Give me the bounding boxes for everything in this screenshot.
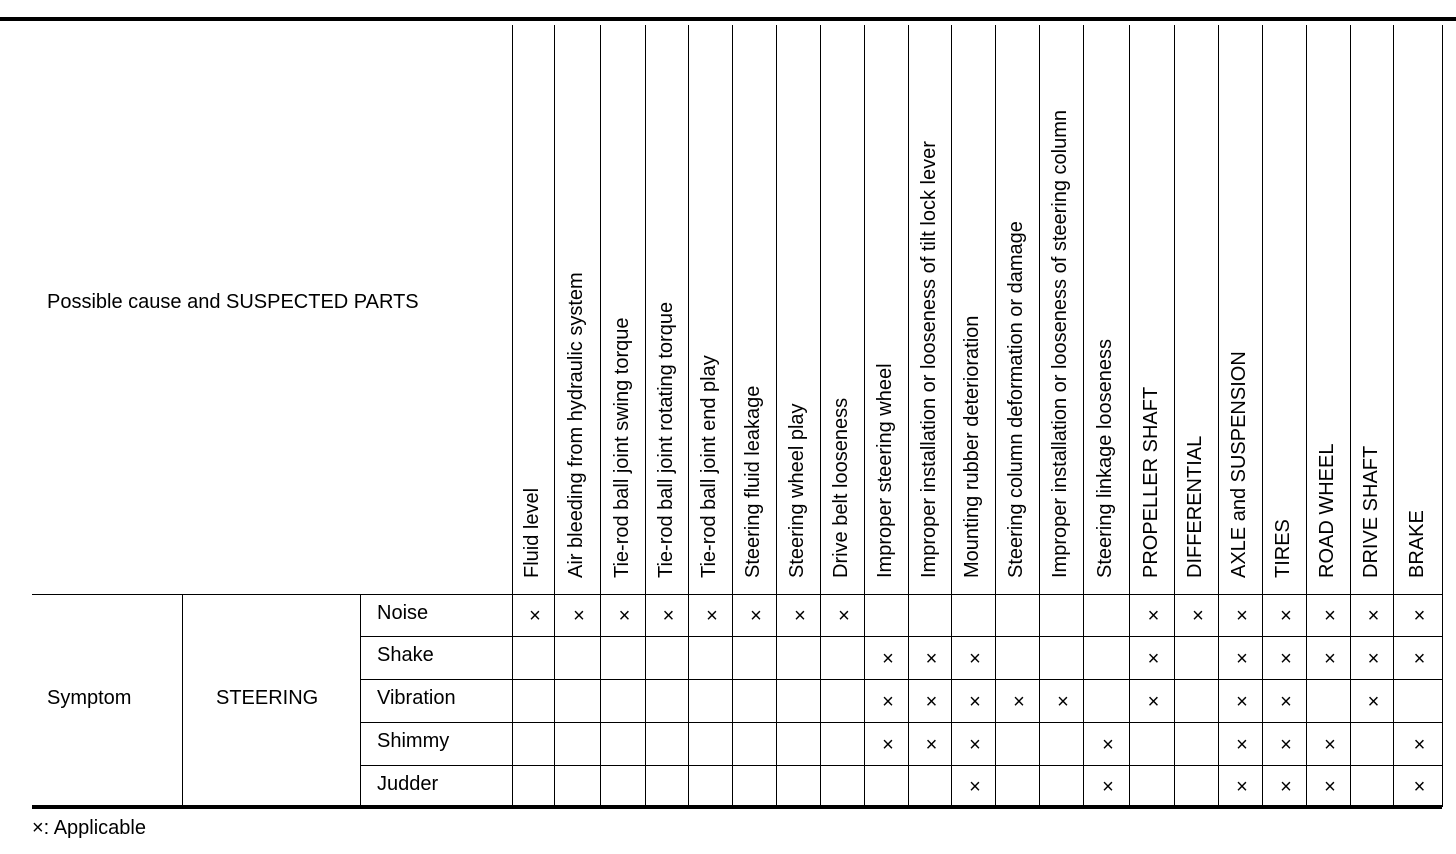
part-header: ROAD WHEEL (1316, 443, 1338, 578)
applicable-mark: × (882, 733, 894, 756)
column-divider (512, 25, 513, 807)
part-header: Air bleeding from hydraulic system (565, 272, 587, 578)
row-divider (360, 765, 1442, 766)
part-header: Steering linkage looseness (1094, 338, 1116, 578)
table-bottom-rule (32, 805, 1442, 809)
symptom-row-label: Vibration (377, 687, 456, 709)
system-label-steering: STEERING (216, 687, 319, 709)
column-divider (820, 25, 821, 807)
applicable-mark: × (1102, 733, 1114, 756)
applicable-mark: × (1147, 647, 1160, 670)
part-header: TIRES (1272, 519, 1294, 578)
applicable-mark: × (573, 605, 585, 627)
column-divider (995, 25, 996, 807)
header-body-divider (32, 594, 1442, 595)
applicable-mark: × (969, 776, 981, 798)
applicable-mark: × (925, 690, 938, 713)
part-header: Improper installation or looseness of steering column (1049, 109, 1071, 578)
applicable-mark: × (706, 605, 718, 627)
column-divider (600, 25, 601, 807)
applicable-mark: × (1236, 690, 1248, 713)
applicable-mark: × (1324, 733, 1336, 756)
column-divider (1306, 25, 1307, 807)
part-header: PROPELLER SHAFT (1139, 386, 1162, 578)
applicable-mark: × (529, 605, 541, 627)
column-divider (1083, 25, 1084, 807)
row-divider (360, 722, 1442, 723)
column-divider (1350, 25, 1351, 807)
applicable-mark: × (1147, 605, 1160, 627)
column-divider (1174, 25, 1175, 807)
symptom-system-divider (182, 594, 183, 807)
legend-applicable: ×: Applicable (32, 817, 146, 839)
part-header: Steering wheel play (786, 403, 808, 578)
column-divider (645, 25, 646, 807)
part-header: BRAKE (1405, 510, 1428, 578)
applicable-mark: × (882, 647, 894, 670)
symptom-row-label: Judder (377, 773, 439, 795)
part-header: Mounting rubber deterioration (961, 315, 983, 578)
applicable-mark: × (1280, 690, 1292, 713)
applicable-mark: × (1413, 605, 1426, 627)
part-header: Steering column deformation or damage (1005, 221, 1027, 578)
column-divider (864, 25, 865, 807)
column-divider (1218, 25, 1219, 807)
applicable-mark: × (1367, 605, 1380, 627)
column-divider (1262, 25, 1263, 807)
applicable-mark: × (925, 733, 938, 756)
table-top-rule (0, 17, 1456, 21)
applicable-mark: × (969, 647, 981, 670)
row-divider (360, 679, 1442, 680)
column-divider (908, 25, 909, 807)
symptom-row-label: Shake (377, 644, 434, 666)
applicable-mark: × (969, 733, 981, 756)
column-divider (1393, 25, 1394, 807)
applicable-mark: × (1236, 776, 1248, 798)
applicable-mark: × (794, 605, 806, 627)
applicable-mark: × (1236, 605, 1248, 627)
system-row-divider (360, 594, 361, 807)
part-header: Improper installation or looseness of tilt lock lever (917, 141, 940, 578)
part-header: Improper steering wheel (874, 363, 896, 578)
part-header: DRIVE SHAFT (1359, 445, 1382, 578)
applicable-mark: × (1013, 690, 1025, 713)
part-header: Tie-rod ball joint end play (698, 355, 720, 578)
part-header: Steering fluid leakage (742, 385, 764, 578)
applicable-mark: × (1280, 647, 1292, 670)
row-divider (360, 636, 1442, 637)
applicable-mark: × (1367, 647, 1380, 670)
applicable-mark: × (1324, 647, 1336, 670)
applicable-mark: × (618, 605, 631, 627)
applicable-mark: × (969, 690, 981, 713)
column-divider (951, 25, 952, 807)
applicable-mark: × (750, 605, 762, 627)
column-divider (688, 25, 689, 807)
applicable-mark: × (1147, 690, 1160, 713)
column-divider (776, 25, 777, 807)
applicable-mark: × (1192, 605, 1204, 627)
column-divider (1442, 25, 1443, 807)
applicable-mark: × (1367, 690, 1380, 713)
applicable-mark: × (662, 605, 675, 627)
part-header: Drive belt looseness (830, 397, 852, 578)
part-header: AXLE and SUSPENSION (1228, 351, 1250, 578)
column-divider (1039, 25, 1040, 807)
applicable-mark: × (882, 690, 894, 713)
applicable-mark: × (1236, 733, 1248, 756)
part-header: DIFFERENTIAL (1184, 435, 1206, 578)
column-divider (554, 25, 555, 807)
applicable-mark: × (1057, 690, 1069, 713)
possible-cause-header: Possible cause and SUSPECTED PARTS (47, 291, 419, 313)
column-divider (732, 25, 733, 807)
applicable-mark: × (925, 647, 938, 670)
applicable-mark: × (1413, 733, 1426, 756)
symptom-row-label: Noise (377, 602, 429, 624)
applicable-mark: × (1280, 605, 1292, 627)
applicable-mark: × (1413, 647, 1426, 670)
applicable-mark: × (1102, 776, 1114, 798)
part-header: Fluid level (521, 487, 543, 578)
applicable-mark: × (1324, 776, 1336, 798)
part-header: Tie-rod ball joint rotating torque (654, 301, 677, 578)
symptom-label: Symptom (47, 687, 132, 709)
applicable-mark: × (1413, 776, 1426, 798)
part-header: Tie-rod ball joint swing torque (610, 317, 633, 578)
applicable-mark: × (1280, 733, 1292, 756)
applicable-mark: × (838, 605, 850, 627)
applicable-mark: × (1236, 647, 1248, 670)
applicable-mark: × (1280, 776, 1292, 798)
symptom-row-label: Shimmy (377, 730, 450, 752)
applicable-mark: × (1324, 605, 1336, 627)
column-divider (1129, 25, 1130, 807)
